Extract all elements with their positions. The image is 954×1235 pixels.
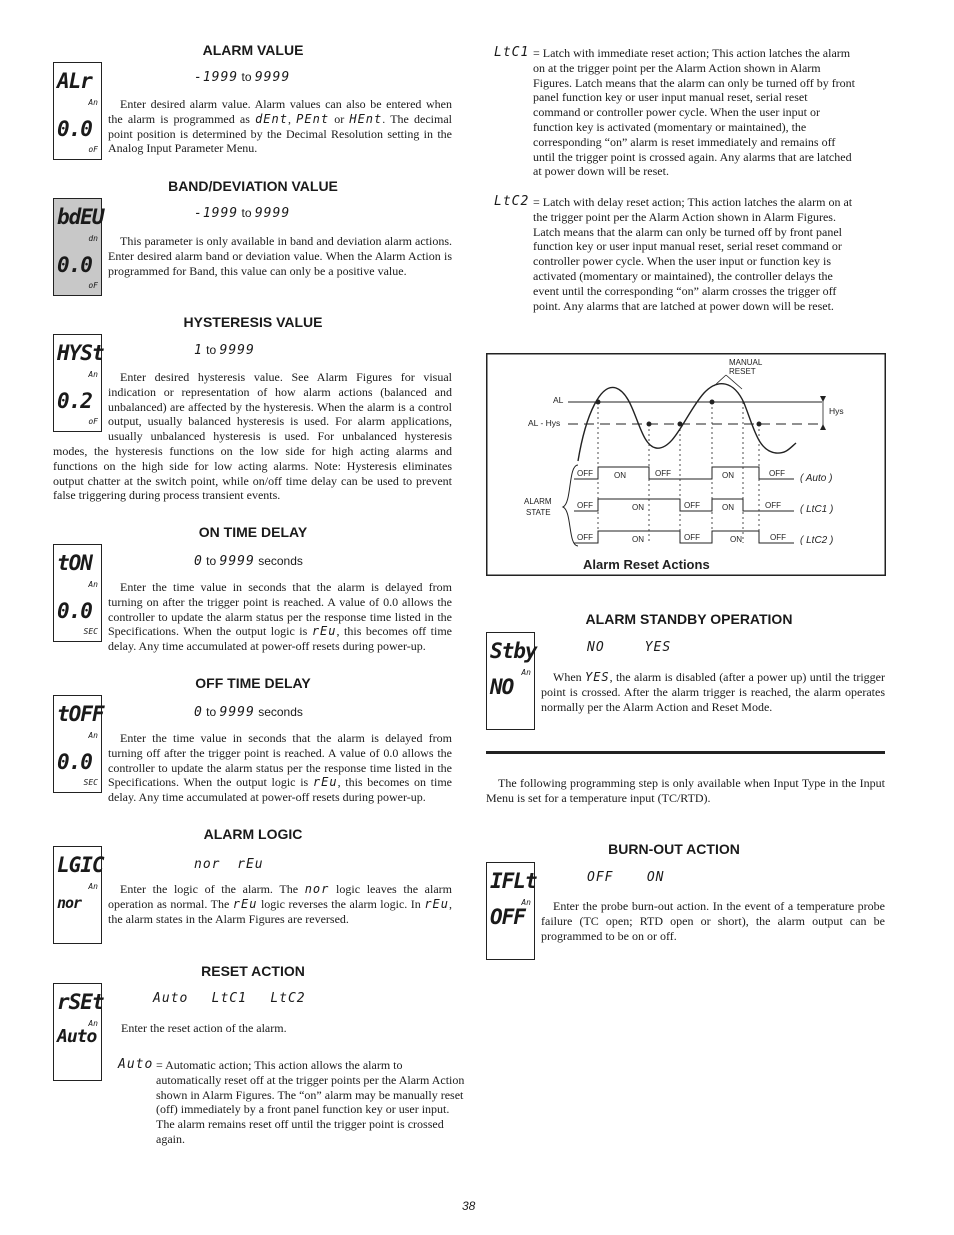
alarm-value-text: Enter desired alarm value. Alarm values can also be entered when the alarm is programmed as dEnt, PEnt or HEnt. The decimal point position is determined by the Decimal Resolution setting in the Analog Input Parameter Menu.	[108, 97, 452, 156]
hysteresis-heading: HYSTERESIS VALUE	[183, 314, 323, 330]
off-time-delay-text: Enter the time value in seconds that the alarm is delayed from turning off after the trigger point is reached. A value of 0.0 allows the controller to update the alarm status per the response time listed in the Specifications. When the output logic is rEu, this becomes on time delay. Any time accumulated at power-off resets during power-up.	[108, 731, 452, 805]
state-label: STATE	[526, 508, 551, 517]
on-time-delay-range: 0 to 9999 seconds	[194, 554, 303, 569]
auto-code: Auto	[118, 1057, 154, 1072]
state-label: ON	[730, 535, 742, 544]
display-value: nor	[57, 894, 82, 912]
standby-options: NO YES	[587, 640, 672, 655]
auto-description: = Automatic action; This action allows the alarm to automatically reset off at the trigger points per the Alarm Action shown in Alarm Figures. The “on” alarm may be manually reset (off) immediately by a front panel function key or user input. The alarm remains reset off until the trigger point is crossed again.	[156, 1058, 465, 1146]
band-deviation-text: This parameter is only available in band and deviation alarm actions. Enter desired alarm band or deviation value. When the Alarm Action is programmed for Band, this value can only be a positive value.	[108, 234, 452, 278]
ltc2-code: LtC2	[494, 194, 530, 209]
hysteresis-text: Enter desired hysteresis value. See Alarm Figures for visual indication or representation of how alarm actions (balanced and unbalanced) are affected by the hysteresis. When the alarm is a control output, usually balanced hysteresis is used. For alarm applications, usually unbalanced hysteresis is used. For unbalanced hysteresis modes, the hysteresis functions on the low side for high acting alarms and functions on the high side for low acting alarms. Note: Hysteresis eliminates output chatter at the switch point, while on/off time delay can be used to prevent false triggering during process transient events.	[53, 370, 452, 503]
display-tag: dn	[88, 234, 98, 243]
state-label: ON	[614, 471, 626, 480]
display-main: IFLt	[490, 869, 537, 893]
ltc2-description: = Latch with delay reset action; This action latches the alarm on at the trigger point per the Alarm Action shown in Alarm Figures. Latch means that the alarm can only be turned off by front panel function key or user input manual reset, serial reset command or controller power cycle. When the user input or function key is activated (momentary or maintained), the controller delays the event until the corresponding “on” alarm crosses the trigger off point. Any alarms that are latched at power down will be reset.	[533, 195, 853, 313]
display-main: HYSt	[57, 341, 104, 365]
display-tag: An	[88, 98, 98, 107]
band-deviation-heading: BAND/DEVIATION VALUE	[168, 178, 338, 194]
hys-label: Hys	[829, 406, 844, 416]
alarm-reset-actions-figure	[486, 353, 886, 576]
alarm-value-display	[53, 62, 102, 160]
page-number: 38	[462, 1199, 476, 1213]
on-time-delay-display	[53, 544, 102, 642]
manual-label: MANUAL	[729, 358, 763, 367]
state-label: OFF	[577, 533, 593, 542]
display-main: rSEt	[57, 990, 104, 1014]
standby-display	[486, 632, 535, 730]
display-value: 0.0	[57, 253, 92, 277]
al-hys-label: AL - Hys	[528, 418, 561, 428]
standby-heading: ALARM STANDBY OPERATION	[585, 611, 793, 627]
state-label: ON	[632, 535, 644, 544]
row-code: ( Auto )	[800, 473, 833, 484]
alarm-value-range: -1999 to 9999	[194, 70, 291, 85]
display-tag: An	[88, 731, 98, 740]
display-main: tON	[57, 551, 92, 575]
state-label: OFF	[655, 469, 671, 478]
alarm-value-heading: ALARM VALUE	[202, 42, 304, 58]
burnout-options: OFF ON	[587, 870, 665, 885]
reset-action-display	[53, 983, 102, 1081]
display-value: NO	[490, 675, 514, 699]
ltc1-description: = Latch with immediate reset action; This action latches the alarm on at the trigger point per the Alarm Action shown in Alarm Figures. Latch means that the alarm can only be turned off by front panel function key or user input manual reset, serial reset command or controller power cycle. When the user input or function key is activated (momentary or maintained), the corresponding “on” alarm is reset immediately and remains off until the trigger point is crossed again. Any alarms that are latched at power down will be reset.	[533, 46, 856, 179]
display-main: ALr	[57, 69, 92, 93]
section-divider	[486, 751, 885, 754]
reset-action-options: Auto LtC1 LtC2	[153, 991, 306, 1006]
state-label: OFF	[684, 501, 700, 510]
reset-action-text: Enter the reset action of the alarm.	[121, 1021, 287, 1035]
display-main: tOFF	[57, 702, 104, 726]
display-tag: An	[521, 898, 531, 907]
temperature-note: The following programming step is only available when Input Type in the Input Menu is set for a temperature input (TC/RTD).	[486, 776, 885, 805]
alarm-logic-heading: ALARM LOGIC	[203, 826, 303, 842]
display-value: Auto	[57, 1026, 97, 1047]
display-unit: SEC	[83, 778, 98, 787]
alarm-label: ALARM	[524, 497, 552, 506]
alarm-logic-options: nor rEu	[194, 857, 264, 872]
state-label: ON	[632, 503, 644, 512]
display-unit: oF	[88, 281, 98, 290]
on-time-delay-heading: ON TIME DELAY	[198, 524, 308, 540]
off-time-delay-display	[53, 695, 102, 793]
band-deviation-display	[53, 198, 102, 296]
state-label: OFF	[769, 469, 785, 478]
display-value: 0.0	[57, 750, 92, 774]
display-unit: oF	[88, 417, 98, 426]
display-main: LGIC	[57, 853, 104, 877]
state-label: ON	[722, 503, 734, 512]
alarm-logic-text: Enter the logic of the alarm. The nor logic leaves the alarm operation as normal. The rEu logic reverses the alarm logic. In rEu, the alarm states in the Alarm Figures are reversed.	[108, 882, 452, 926]
display-unit: SEC	[83, 627, 98, 636]
off-time-delay-range: 0 to 9999 seconds	[194, 705, 303, 720]
reset-label: RESET	[729, 367, 756, 376]
off-time-delay-heading: OFF TIME DELAY	[195, 675, 311, 691]
display-main: Stby	[490, 639, 537, 663]
row-code: ( LtC2 )	[800, 535, 834, 546]
display-value: 0.0	[57, 599, 92, 623]
display-tag: An	[88, 1019, 98, 1028]
on-time-delay-text: Enter the time value in seconds that the alarm is delayed from turning on after the trigger point is reached. A value of 0.0 allows the controller to update the alarm status per the response time listed in the Specifications. When the output logic is rEu, this becomes off time delay. Any time accumulated at power-off resets during power-up.	[108, 580, 452, 654]
state-label: OFF	[577, 469, 593, 478]
display-value: 0.0	[57, 117, 92, 141]
burnout-heading: BURN-OUT ACTION	[608, 841, 740, 857]
alarm-logic-display	[53, 846, 102, 944]
display-main: bdEU	[57, 205, 104, 229]
display-tag: An	[88, 882, 98, 891]
state-label: OFF	[770, 533, 786, 542]
burnout-display	[486, 862, 535, 960]
state-label: OFF	[765, 501, 781, 510]
row-code: ( LtC1 )	[800, 504, 834, 515]
state-label: OFF	[684, 533, 700, 542]
display-tag: An	[88, 370, 98, 379]
display-unit: oF	[88, 145, 98, 154]
display-tag: An	[88, 580, 98, 589]
band-deviation-range: -1999 to 9999	[194, 206, 291, 221]
state-label: ON	[722, 471, 734, 480]
state-label: OFF	[577, 501, 593, 510]
hysteresis-range: 1 to 9999	[194, 343, 255, 358]
ltc1-code: LtC1	[494, 45, 530, 60]
standby-text: When YES, the alarm is disabled (after a power up) until the trigger point is crossed. After the alarm trigger is reached, the alarm operates normally per the Alarm Action and Reset Mode.	[541, 670, 885, 714]
display-value: 0.2	[57, 389, 92, 413]
al-label: AL	[553, 395, 564, 405]
display-tag: An	[521, 668, 531, 677]
burnout-text: Enter the probe burn-out action. In the event of a temperature probe failure (TC open; RTD open or short), the alarm output can be programmed to be on or off.	[541, 899, 885, 943]
display-value: OFF	[490, 905, 525, 929]
figure-caption: Alarm Reset Actions	[583, 557, 710, 572]
reset-action-heading: RESET ACTION	[201, 963, 305, 979]
